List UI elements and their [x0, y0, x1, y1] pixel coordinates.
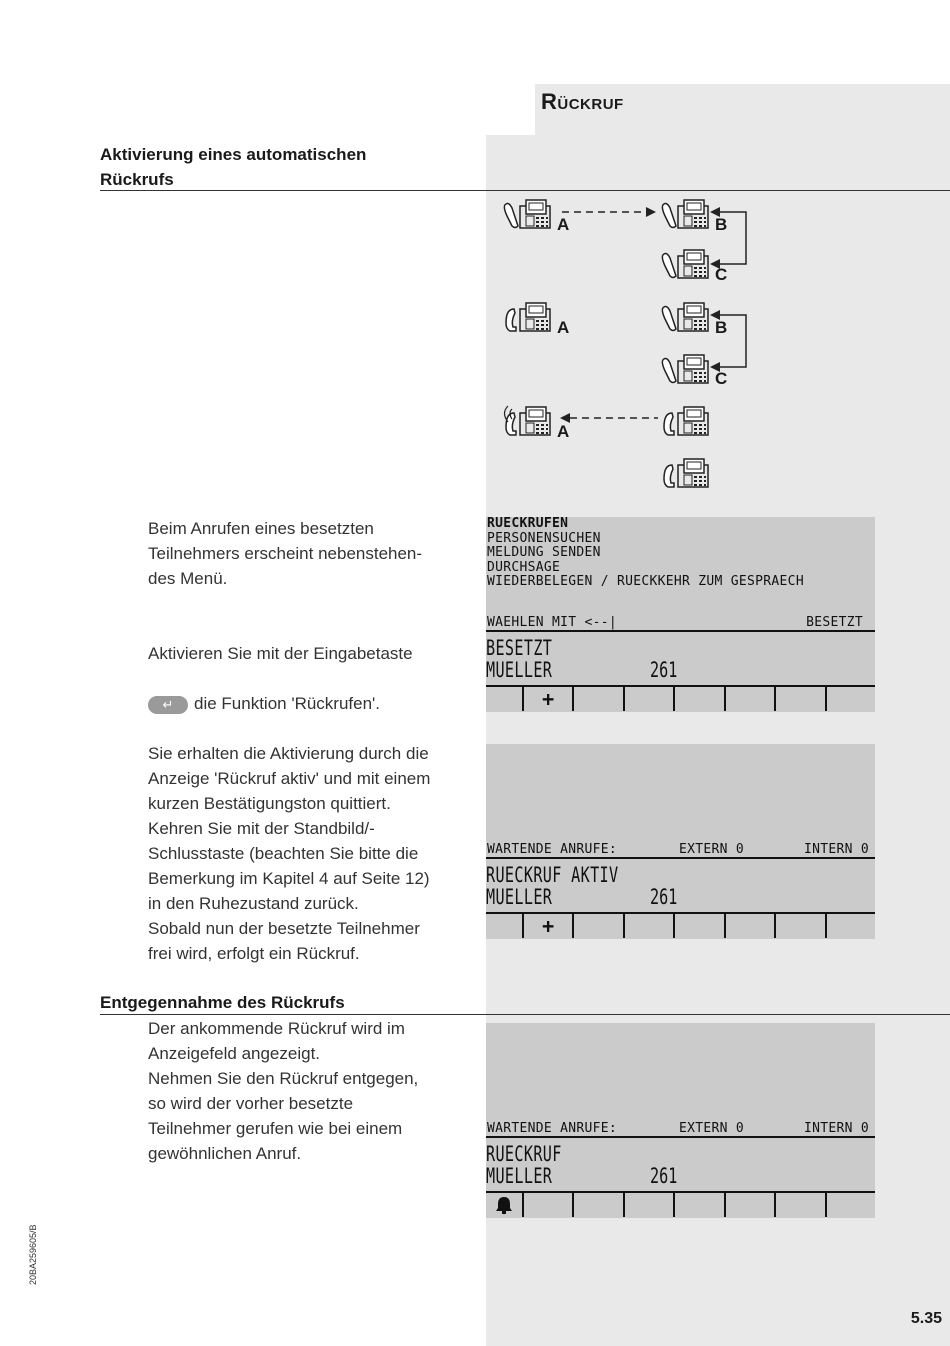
softkey — [776, 687, 826, 711]
phone-c-onhook — [664, 459, 708, 487]
phone-b-offhook — [662, 200, 708, 228]
phone-b-onhook — [664, 407, 708, 435]
softkey-row — [486, 914, 875, 938]
page-number: 5.35 — [910, 1310, 942, 1327]
arrow-icon — [646, 207, 656, 217]
phone-c-offhook-2 — [662, 355, 708, 383]
label-a: A — [557, 318, 570, 337]
activate-text-1: Aktivieren Sie mit der Eingabetaste — [148, 644, 413, 663]
heading-line-1: Aktivierung eines automatischen — [100, 145, 367, 164]
softkey — [726, 687, 776, 711]
phone-c-offhook — [662, 250, 708, 278]
phone-a-onhook — [506, 303, 550, 331]
softkey — [574, 687, 624, 711]
callback-diagram — [496, 195, 756, 500]
display-number: 261 — [650, 885, 678, 909]
paragraph-confirmation: Sie erhalten die Aktivierung durch die Anzeige 'Rückruf aktiv' und mit einem kurzen Bestätigungston quittiert. Kehren Sie mit der Standbild/- Schlusstaste (beachten Sie bitte die Bemerkung im Kapitel 4 auf Seite 12) in den Ruhezustand zurück. Sobald nun der besetzte Teilnehmer frei wird, erfolgt ein Rückruf. — [148, 744, 431, 963]
paragraph-activate — [148, 616, 478, 716]
menu-item-meldung-senden: MELDUNG SENDEN — [487, 545, 601, 560]
label-b: B — [715, 318, 728, 337]
instruction-text-1 — [148, 516, 478, 716]
bell-icon — [494, 1195, 514, 1215]
label-a: A — [557, 215, 570, 234]
display-divider — [486, 630, 875, 632]
page-title-text: Rückruf — [541, 89, 624, 114]
softkey — [625, 914, 675, 938]
paragraph-receive: Der ankommende Rückruf wird im Anzeigefeld angezeigt. Nehmen Sie den Rückruf entgegen, so wird der vorher besetzte Teilnehmer gerufen wie bei einem gewöhnlichen Anruf. — [148, 1019, 419, 1163]
display-line-1: RUECKRUF — [486, 1142, 562, 1166]
softkey — [524, 914, 574, 938]
page-title — [541, 89, 624, 115]
menu-item-wiederbelegen: WIEDERBELEGEN / RUECKKEHR ZUM GESPRAECH — [487, 574, 804, 589]
heading-line-2: Rückrufs — [100, 170, 174, 189]
label-c: C — [715, 265, 728, 284]
status-intern: INTERN 0 — [803, 842, 869, 857]
menu-item-durchsage: DURCHSAGE — [487, 559, 561, 575]
display-status — [487, 615, 871, 630]
display-line-1: RUECKRUF AKTIV — [486, 863, 619, 887]
status-extern: EXTERN 0 — [679, 842, 745, 857]
menu-item-rueckrufen: RUECKRUFEN — [487, 517, 569, 531]
display-menu — [487, 517, 804, 590]
instruction-text-3 — [148, 1016, 478, 1166]
section-heading-activation — [100, 142, 366, 192]
phone-a-ringing — [506, 407, 550, 435]
section-rule — [100, 190, 950, 191]
softkey — [486, 914, 524, 938]
display-line-2: MUELLER — [486, 885, 553, 909]
status-right: BESETZT — [806, 615, 863, 630]
display-line-2: MUELLER — [486, 658, 553, 682]
display-line-1: BESETZT — [486, 636, 553, 660]
softkey — [675, 1193, 725, 1217]
softkey — [776, 914, 826, 938]
label-c: C — [715, 369, 728, 388]
softkey-row — [486, 1193, 875, 1217]
status-intern: INTERN 0 — [803, 1121, 869, 1136]
softkey — [675, 914, 725, 938]
softkey — [486, 1193, 524, 1217]
softkey — [574, 914, 624, 938]
softkey — [726, 1193, 776, 1217]
softkey — [675, 687, 725, 711]
softkey — [574, 1193, 624, 1217]
paragraph-menu: Beim Anrufen eines besetzten Teilnehmers erscheint nebenstehen- des Menü. — [148, 519, 423, 588]
phone-diagram-svg — [496, 195, 756, 495]
status-left: WARTENDE ANRUFE: — [487, 842, 618, 857]
label-b: B — [715, 215, 728, 234]
enter-key-icon: ↵ — [148, 696, 188, 714]
section-rule — [100, 1014, 950, 1015]
display-status — [487, 842, 871, 857]
status-left: WARTENDE ANRUFE: — [487, 1121, 618, 1136]
softkey — [726, 914, 776, 938]
plus-icon: + — [542, 914, 555, 938]
display-divider — [486, 1136, 875, 1138]
display-line-2: MUELLER — [486, 1164, 553, 1188]
softkey — [625, 687, 675, 711]
label-a: A — [557, 422, 570, 441]
softkey — [625, 1193, 675, 1217]
softkey — [827, 914, 875, 938]
softkey — [827, 687, 875, 711]
plus-icon: + — [542, 687, 555, 711]
softkey-row — [486, 687, 875, 711]
softkey — [776, 1193, 826, 1217]
document-code: 20BA259605/B — [28, 1224, 38, 1285]
phone-a-offhook — [504, 200, 550, 228]
display-divider — [486, 857, 875, 859]
instruction-text-2 — [148, 741, 478, 966]
phone-b-offhook-2 — [662, 303, 708, 331]
softkey — [486, 687, 524, 711]
display-incoming-callback — [486, 1023, 875, 1218]
display-status — [487, 1121, 871, 1136]
menu-item-personensuchen: PERSONENSUCHEN — [487, 530, 601, 546]
display-busy-menu — [486, 517, 875, 712]
softkey — [827, 1193, 875, 1217]
activate-text-2: die Funktion 'Rückrufen'. — [194, 694, 381, 713]
section-heading-receiving — [100, 990, 345, 1015]
softkey — [524, 1193, 574, 1217]
display-callback-active — [486, 744, 875, 939]
status-left: WAEHLEN MIT <--| — [487, 615, 618, 630]
heading-text: Entgegennahme des Rückrufs — [100, 993, 345, 1012]
display-number: 261 — [650, 1164, 678, 1188]
display-number: 261 — [650, 658, 678, 682]
softkey — [524, 687, 574, 711]
status-extern: EXTERN 0 — [679, 1121, 745, 1136]
